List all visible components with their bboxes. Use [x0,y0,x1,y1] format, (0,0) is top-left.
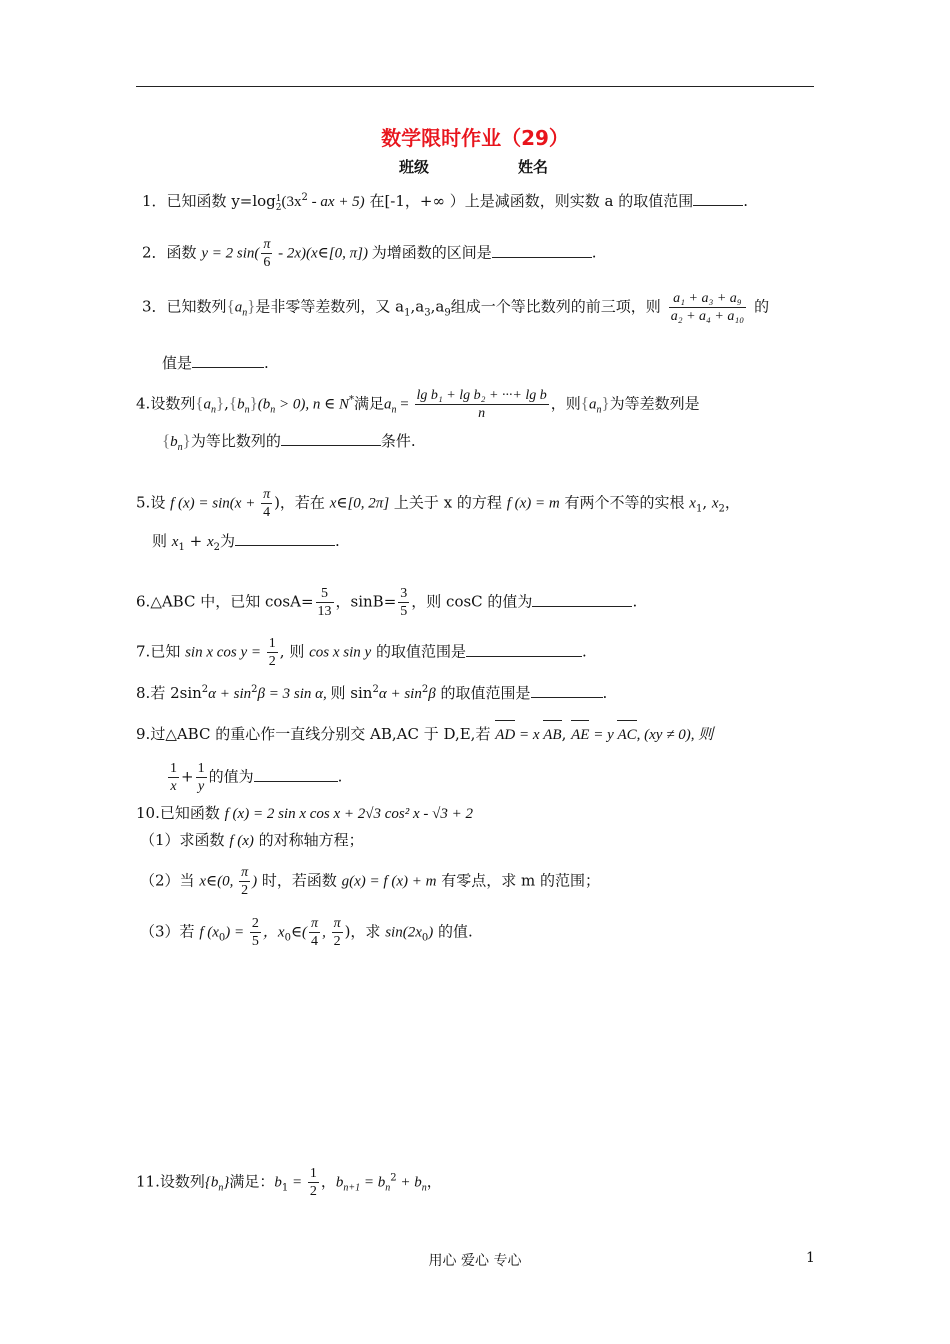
page-title: 数学限时作业（29） [381,126,569,150]
question-5: 5.设 f (x) = sin(x + $\frac{\pi}{4}$ )，若在 x∈[0, 2π] 上关于 x 的方程 f (x) = m 有两个不等的实根 $x_1$, $x_2$， [136,487,740,520]
answer-blank[interactable] [531,682,603,698]
footer-slogan: 用心 爱心 专心 [428,1253,522,1269]
top-rule [136,86,814,87]
page-number: 1 [806,1250,815,1266]
answer-blank[interactable] [254,766,338,782]
question-3: 3．已知数列$\{a_n\}$是非零等差数列，又 $a_1,a_3,a_9$组成一个等比数列的前三项，则 $\frac{\text{a₁ + a₃ + a₉}}{\text{a₂ + a₄ + a₁₀}}$ 的 [142,291,770,324]
question-11: 11.设数列$\{b_n\}$满足：$b_1$ = $\frac{1}{2}$ ，$b_{n+1} = b_n^2 + b_n$， [136,1166,442,1199]
question-10-part-2: （2）当 x∈(0, $\frac{\pi}{2}$ ) 时，若函数 g(x) = f (x) + m 有零点，求 m 的范围； [140,865,600,898]
answer-blank[interactable] [492,242,592,258]
question-4: 4.设数列$\{a_n\},\{b_n\}(b_n > 0)$, n ∈ N*满足$a_n$ = $\frac{\text{lg b₁ + lg b₂ + ···+ lg b}}{n}$ ，则$\{a_n\}$为等差数列是 [136,388,700,421]
answer-blank[interactable] [281,430,381,446]
question-7: 7.已知 sin x cos y = $\frac{1}{2}$ , 则 cos x sin y 的取值范围是 . [136,636,587,669]
question-8: 8.若 $2\sin^2\alpha + \sin^2\beta = 3$ sin α, 则 $\sin^2\alpha + \sin^2\beta$ 的取值范围是 . [136,684,608,702]
question-10: 10.已知函数 f (x) = 2 sin x cos x + 2√3 cos² x - √3 + 2 [136,804,473,822]
class-label: 班级 [399,158,430,176]
answer-blank[interactable] [466,641,582,657]
question-9: 9.过△ABC 的重心作一直线分别交 AB,AC 于 D,E,若 AD = x AB, AE = y AC, (xy ≠ 0), 则 [136,723,713,746]
answer-blank[interactable] [532,591,632,607]
question-4-line2: $\{b_n\}$为等比数列的 条件. [162,431,416,453]
question-10-part-1: （1）求函数 f (x) 的对称轴方程； [140,831,364,849]
answer-blank[interactable] [235,530,335,546]
question-3-line2: 值是 . [162,354,269,372]
question-5-line2: 则 $x_1 + x_2$为 . [152,532,340,553]
question-10-part-3: （3）若 f $(x_0)$ = $\frac{2}{5}$ ，$x_0\in$( $\frac{\pi}{4}$ , $\frac{\pi}{2}$ )，求 $\sin(2x_0)$ 的值. [140,916,473,949]
question-1: 1．已知函数 y=log1 $2(3x^2$ - ax + 5) 在[-1，+∞ ）上是减函数，则实数 a 的取值范围 . [142,192,749,213]
answer-blank[interactable] [693,190,743,206]
name-label: 姓名 [518,158,549,176]
question-6: 6.△ABC 中，已知 cosA= $\frac{5}{13}$ ，sinB= $\frac{3}{5}$ ，则 cosC 的值为 . [136,586,638,619]
question-2: 2．函数 y = 2 sin( $\frac{\pi}{6}$ - 2x)(x∈[0, π]) 为增函数的区间是 . [142,237,597,270]
answer-blank[interactable] [192,352,264,368]
question-9-line2: $\frac{1}{x}$ + $\frac{1}{y}$ 的值为 . [170,761,343,794]
